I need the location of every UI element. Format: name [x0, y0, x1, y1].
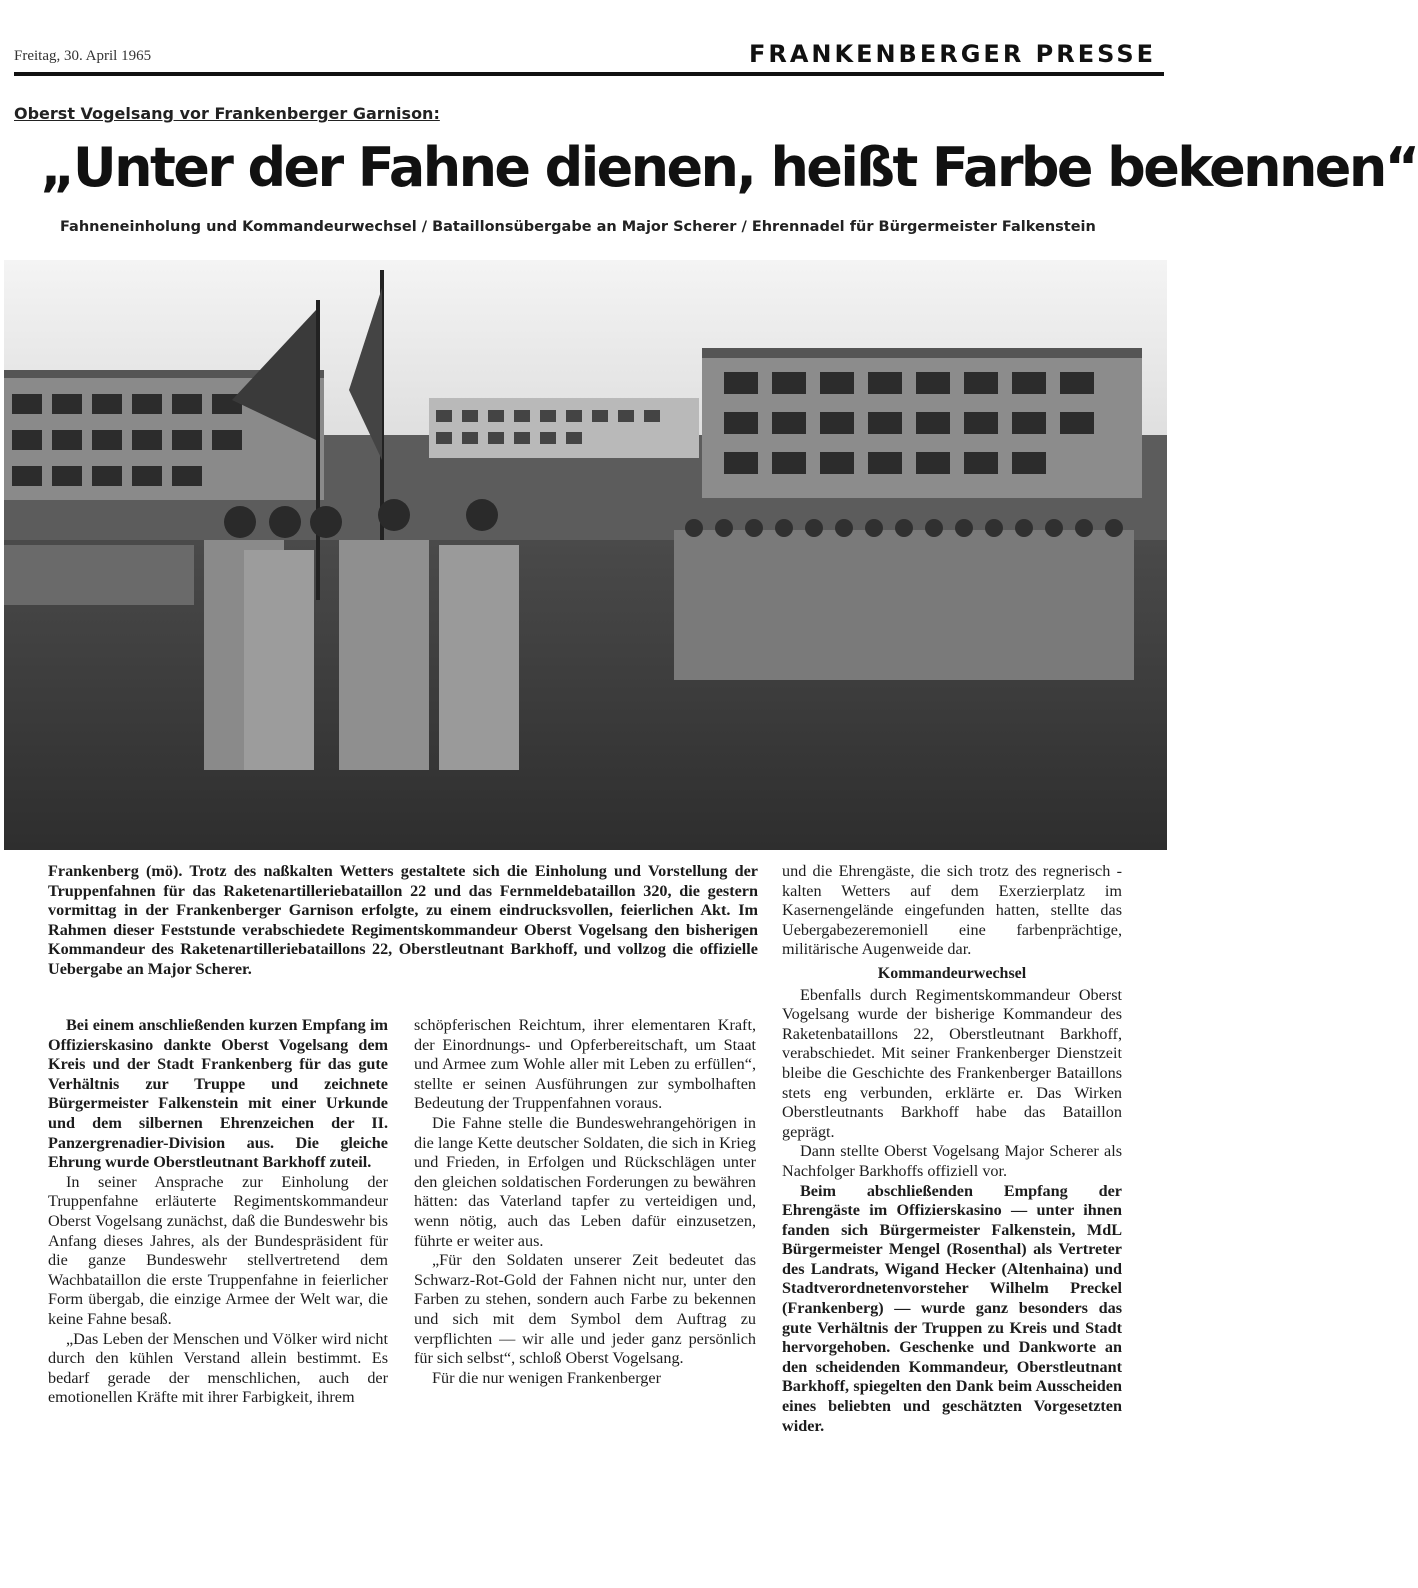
paragraph: Dann stellte Oberst Vogelsang Major Scherer als Nachfolger Barkhoffs offiziell vor. — [782, 1142, 1122, 1180]
article-column-2 — [414, 1016, 756, 1388]
article-column-1 — [48, 1016, 388, 1408]
paragraph: Für die nur wenigen Frankenberger — [432, 1368, 661, 1387]
paragraph: Die Fahne stelle die Bundeswehrangehörigen in die lange Kette deutscher Soldaten, die sich in Krieg und Frieden, in Erfolgen und Rückschlägen unter den gleichen soldatischen Forderungen zu bewähren hätten: das Vaterland tapfer zu verteidigen und, wenn nötig, auch das Leben dafür einzusetzen, führte er weiter aus. — [414, 1113, 756, 1250]
masthead — [14, 40, 1164, 76]
parade-photo — [4, 260, 1167, 850]
article-column-3 — [782, 862, 1122, 1436]
paragraph: Beim abschließenden Empfang der Ehrengäste im Offizierskasino — unter ihnen fanden sich Bürgermeister Falkenstein, MdL Bürgermeister Mengel (Rosenthal) als Vertreter des Landrats, Wigand Hecker (Altenhaina) und Stadtverordnetenvorsteher Wilhelm Preckel (Frankenberg) — wurde ganz besonders das gute Verhältnis der Truppen zu Kreis und Stadt hervorgehoben. Geschenke und Dankworte an den scheidenden Kommandeur, Oberstleutnant Barkhoff, spiegelten den Dank beim Ausscheiden eines beliebten und geschätzten Vorgesetzten wider. — [782, 1181, 1122, 1435]
barracks-right — [702, 348, 1142, 498]
newspaper-name: FRANKENBERGER PRESSE — [748, 40, 1156, 68]
paragraph: „Das Leben der Menschen und Völker wird nicht durch den kühlen Verstand allein bestimmt. Es bedarf gerade der menschlichen, auch der emotionellen Kräfte mit ihrer Farbigkeit, ihrem — [48, 1329, 388, 1407]
headline: „Unter der Fahne dienen, heißt Farbe bekennen“ — [40, 136, 1418, 199]
section-heading: Kommandeurwechsel — [877, 964, 1027, 982]
issue-date: Freitag, 30. April 1965 — [14, 48, 152, 64]
troop-line-right-helmets — [685, 519, 1123, 537]
troop-line-right — [674, 530, 1134, 680]
paragraph: und die Ehrengäste, die sich trotz des regnerisch - kalten Wetters auf dem Exerzierplatz im Kasernengelände eingefunden hatten, stellte das Uebergabezeremoniell eine farbenprächtige, militärische Augenweide dar. — [782, 862, 1122, 959]
subheadline: Fahneneinholung und Kommandeurwechsel / Bataillonsübergabe an Major Scherer / Ehrennadel für Bürgermeister Falkenstein — [60, 219, 1096, 235]
paragraph: Bei einem anschließenden kurzen Empfang im Offizierskasino dankte Oberst Vogelsang dem Kreis und der Stadt Frankenberg für das gute Verhältnis zur Truppe und zeichnete Bürgermeister Falkenstein mit einer Urkunde und dem silbernen Ehrenzeichen der II. Panzergrenadier-Division aus. Die gleiche Ehrung wurde Oberstleutnant Barkhoff zuteil. — [48, 1016, 388, 1172]
paragraph: schöpferischen Reichtum, ihrer elementaren Kraft, der Einordnungs- und Opferbereitschaft, um Staat und Armee zum Wohle aller mit Leben zu erfüllen“, stellte er seinen Ausführungen zur symbolhaften Bedeutung der Truppenfahnen voraus. — [414, 1016, 756, 1113]
kicker-line: Oberst Vogelsang vor Frankenberger Garnison: — [14, 104, 440, 123]
troop-formation-left — [4, 545, 194, 605]
paragraph: Ebenfalls durch Regimentskommandeur Oberst Vogelsang wurde der bisherige Kommandeur des Raketenbataillons 22, Oberstleutnant Barkhoff, verabschiedet. Mit seiner Frankenberger Dienstzeit bleibe die Geschichte des Frankenberger Bataillons stets eng verbunden, erklärte er. Das Wirken Oberstleutnants Barkhoff habe das Bataillon geprägt. — [782, 985, 1122, 1141]
lead-paragraph: Frankenberg (mö). Trotz des naßkalten Wetters gestaltete sich die Einholung und Vorstellung der Truppenfahnen für das Raketenartilleriebataillon 22 und das Fernmeldebataillon 320, die gestern vormittag in der Frankenberger Garnison erfolgte, zu einem eindrucksvollen, feierlichen Akt. Im Rahmen dieser Feststunde verabschiedete Regimentskommandeur Oberst Vogelsang den bisherigen Kommandeur des Raketenartilleriebataillons 22, Oberstleutnant Barkhoff, und vollzog die offizielle Uebergabe an Major Scherer. — [48, 862, 758, 978]
paragraph: „Für den Soldaten unserer Zeit bedeutet das Schwarz-Rot-Gold der Fahnen nicht nur, unter den Farben zu stehen, sondern auch Farbe zu bekennen und sich mit dem Symbol dem Auftrag zu verpflichten — wir alle und jeder ganz persönlich für sich selbst“, schloß Oberst Vogelsang. — [414, 1251, 756, 1368]
paragraph: In seiner Ansprache zur Einholung der Truppenfahne erläuterte Regimentskommandeur Oberst Vogelsang zunächst, daß die Bundeswehr bis Anfang dieses Jahres, als der Bundespräsident für die ganze Bundeswehr stellvertretend dem Wachbataillon die erste Truppenfahne in feierlicher Form übergab, die einzige Armee der Welt war, die keine Fahne besaß. — [48, 1172, 388, 1328]
barracks-center — [429, 398, 699, 458]
